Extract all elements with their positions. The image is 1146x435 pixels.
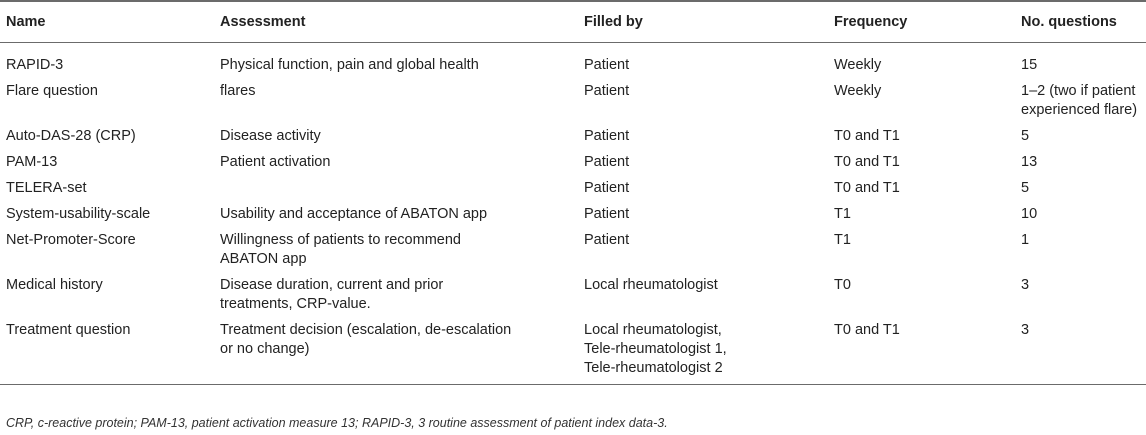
cell-filled-by: Patient <box>584 83 630 99</box>
cell-name: Auto-DAS-28 (CRP) <box>6 128 136 144</box>
cell-questions: 10 <box>1021 206 1038 222</box>
table-row <box>0 43 1146 80</box>
cell-frequency: Weekly <box>834 57 882 73</box>
cell-name: TELERA-set <box>6 180 87 196</box>
cell-questions: 1 <box>1021 232 1030 248</box>
cell-frequency: T0 and T1 <box>834 322 900 338</box>
cell-questions: 15 <box>1021 57 1038 73</box>
header-no-questions: No. questions <box>1021 14 1117 30</box>
cell-assessment: Disease activity <box>220 128 321 144</box>
cell-frequency: T1 <box>834 232 851 248</box>
cell-assessment: Disease duration, current and prior treatments, CRP-value. <box>220 277 444 312</box>
cell-frequency: T0 and T1 <box>834 154 900 170</box>
header-name: Name <box>6 14 46 30</box>
cell-assessment: Physical function, pain and global health <box>220 57 479 73</box>
table-header <box>0 1 1146 43</box>
cell-questions: 5 <box>1021 128 1030 144</box>
table-row <box>0 176 1146 202</box>
cell-frequency: T0 and T1 <box>834 128 900 144</box>
table-row <box>0 150 1146 176</box>
cell-assessment: Treatment decision (escalation, de-escalation or no change) <box>220 322 512 357</box>
cell-assessment: Willingness of patients to recommend ABATON app <box>220 232 461 267</box>
cell-questions: 1–2 (two if patient experienced flare) <box>1021 83 1138 118</box>
table-row <box>0 273 1146 318</box>
cell-questions: 3 <box>1021 322 1030 338</box>
cell-assessment: Usability and acceptance of ABATON app <box>220 206 488 222</box>
cell-name: Treatment question <box>6 322 131 338</box>
cell-questions: 5 <box>1021 180 1030 196</box>
cell-assessment <box>214 176 578 202</box>
table-row <box>0 228 1146 273</box>
cell-filled-by: Patient <box>584 154 630 170</box>
cell-name: RAPID-3 <box>6 57 64 73</box>
header-frequency: Frequency <box>834 14 908 30</box>
cell-frequency: T0 <box>834 277 851 293</box>
cell-filled-by: Patient <box>584 180 630 196</box>
table-row <box>0 79 1146 124</box>
cell-assessment: flares <box>220 83 256 99</box>
cell-frequency: Weekly <box>834 83 882 99</box>
cell-assessment: Patient activation <box>220 154 331 170</box>
cell-name: Flare question <box>6 83 98 99</box>
header-row <box>0 1 1146 43</box>
cell-questions: 3 <box>1021 277 1030 293</box>
cell-frequency: T1 <box>834 206 851 222</box>
table-row <box>0 202 1146 228</box>
table-row <box>0 124 1146 150</box>
cell-filled-by: Patient <box>584 232 630 248</box>
cell-name: Net-Promoter-Score <box>6 232 136 248</box>
table-row <box>0 318 1146 385</box>
cell-filled-by: Patient <box>584 206 630 222</box>
cell-filled-by: Local rheumatologist <box>584 277 718 293</box>
cell-filled-by: Patient <box>584 128 630 144</box>
cell-name: PAM-13 <box>6 154 58 170</box>
cell-frequency: T0 and T1 <box>834 180 900 196</box>
cell-name: System-usability-scale <box>6 206 151 222</box>
cell-filled-by: Local rheumatologist, Tele-rheumatologist 1, Tele-rheumatologist 2 <box>584 322 727 376</box>
cell-filled-by: Patient <box>584 57 630 73</box>
cell-name: Medical history <box>6 277 103 293</box>
header-assessment: Assessment <box>220 14 306 30</box>
table-footnote: CRP, c-reactive protein; PAM-13, patient activation measure 13; RAPID-3, 3 routine assessment of patient index data-3. <box>6 416 668 430</box>
cell-questions: 13 <box>1021 154 1038 170</box>
header-filled-by: Filled by <box>584 14 643 30</box>
table-body <box>0 43 1146 385</box>
